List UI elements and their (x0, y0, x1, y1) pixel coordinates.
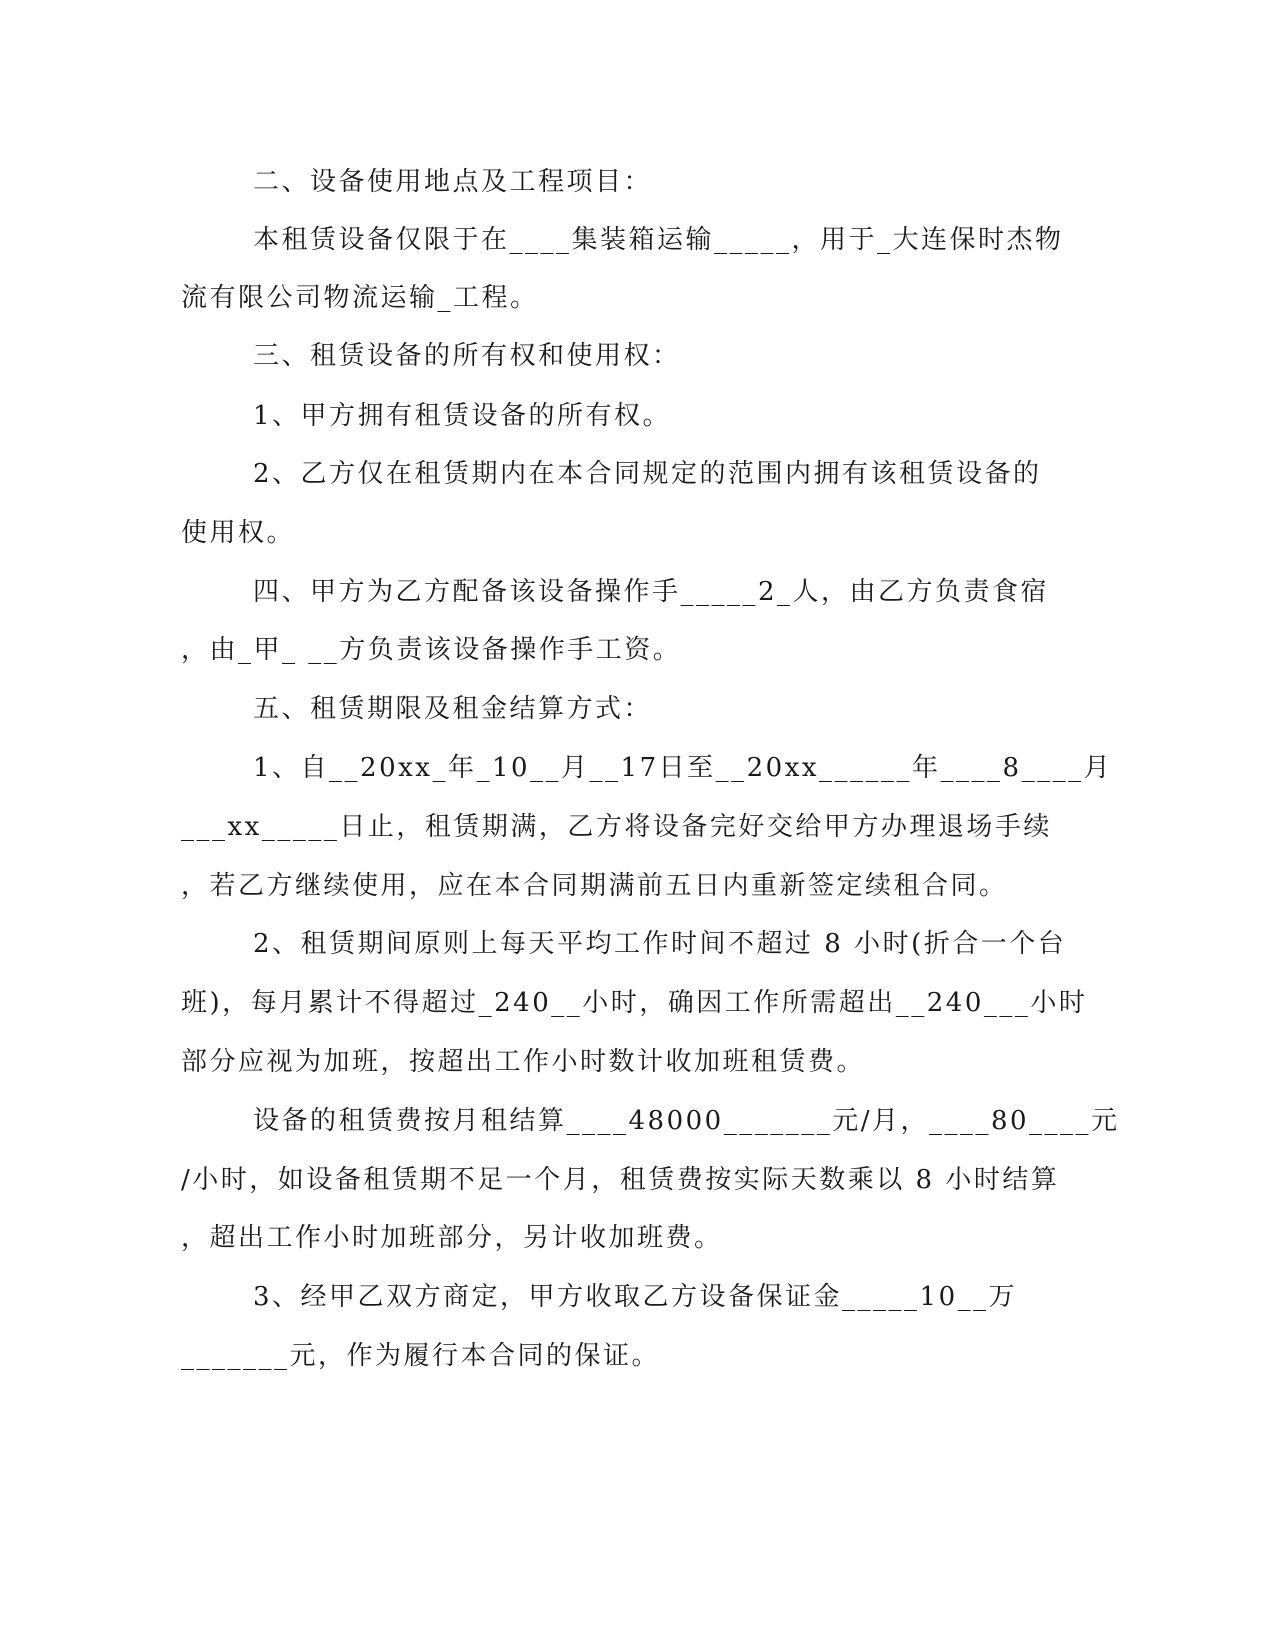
paragraph-line: 部分应视为加班，按超出工作小时数计收加班租赁费。 (181, 1047, 866, 1077)
paragraph-line: 使用权。 (181, 518, 296, 548)
section-heading-3: 三、租赁设备的所有权和使用权： (253, 341, 681, 371)
paragraph-line: ___xx_____日止，租赁期满，乙方将设备完好交给甲方办理退场手续 (181, 812, 1052, 842)
section-heading-4: 四、甲方为乙方配备该设备操作手_____2_人，由乙方负责食宿 (253, 577, 1050, 607)
paragraph-line: 3、经甲乙双方商定，甲方收取乙方设备保证金_____10__万 (253, 1282, 1018, 1312)
section-heading-2: 二、设备使用地点及工程项目： (253, 167, 653, 197)
paragraph-line: 班)，每月累计不得超过_240__小时，确因工作所需超出__240___小时 (181, 988, 1088, 1018)
paragraph-line: ，超出工作小时加班部分，另计收加班费。 (181, 1223, 723, 1253)
paragraph-line: 1、甲方拥有租赁设备的所有权。 (253, 401, 672, 431)
paragraph-line: 2、乙方仅在租赁期内在本合同规定的范围内拥有该租赁设备的 (253, 459, 1042, 489)
paragraph-line: ，若乙方继续使用，应在本合同期满前五日内重新签定续租合同。 (181, 871, 1008, 901)
paragraph-line: /小时，如设备租赁期不足一个月，租赁费按实际天数乘以 8 小时结算 (181, 1165, 1060, 1195)
paragraph-line: 流有限公司物流运输_工程。 (181, 283, 539, 313)
section-heading-5: 五、租赁期限及租金结算方式： (253, 694, 653, 724)
paragraph-line: 设备的租赁费按月租结算____48000_______元/月，____80____元 (253, 1106, 1120, 1136)
paragraph-line: 本租赁设备仅限于在____集装箱运输_____，用于_大连保时杰物 (253, 225, 1064, 255)
paragraph-line: _______元，作为履行本合同的保证。 (181, 1341, 661, 1371)
paragraph-line: 1、自__20xx_年_10__月__17日至__20xx______年____8____月 (253, 753, 1113, 783)
paragraph-line: ，由_甲_ __方负责该设备操作手工资。 (181, 635, 682, 665)
paragraph-line: 2、租赁期间原则上每天平均工作时间不超过 8 小时(折合一个台 (253, 929, 1067, 959)
